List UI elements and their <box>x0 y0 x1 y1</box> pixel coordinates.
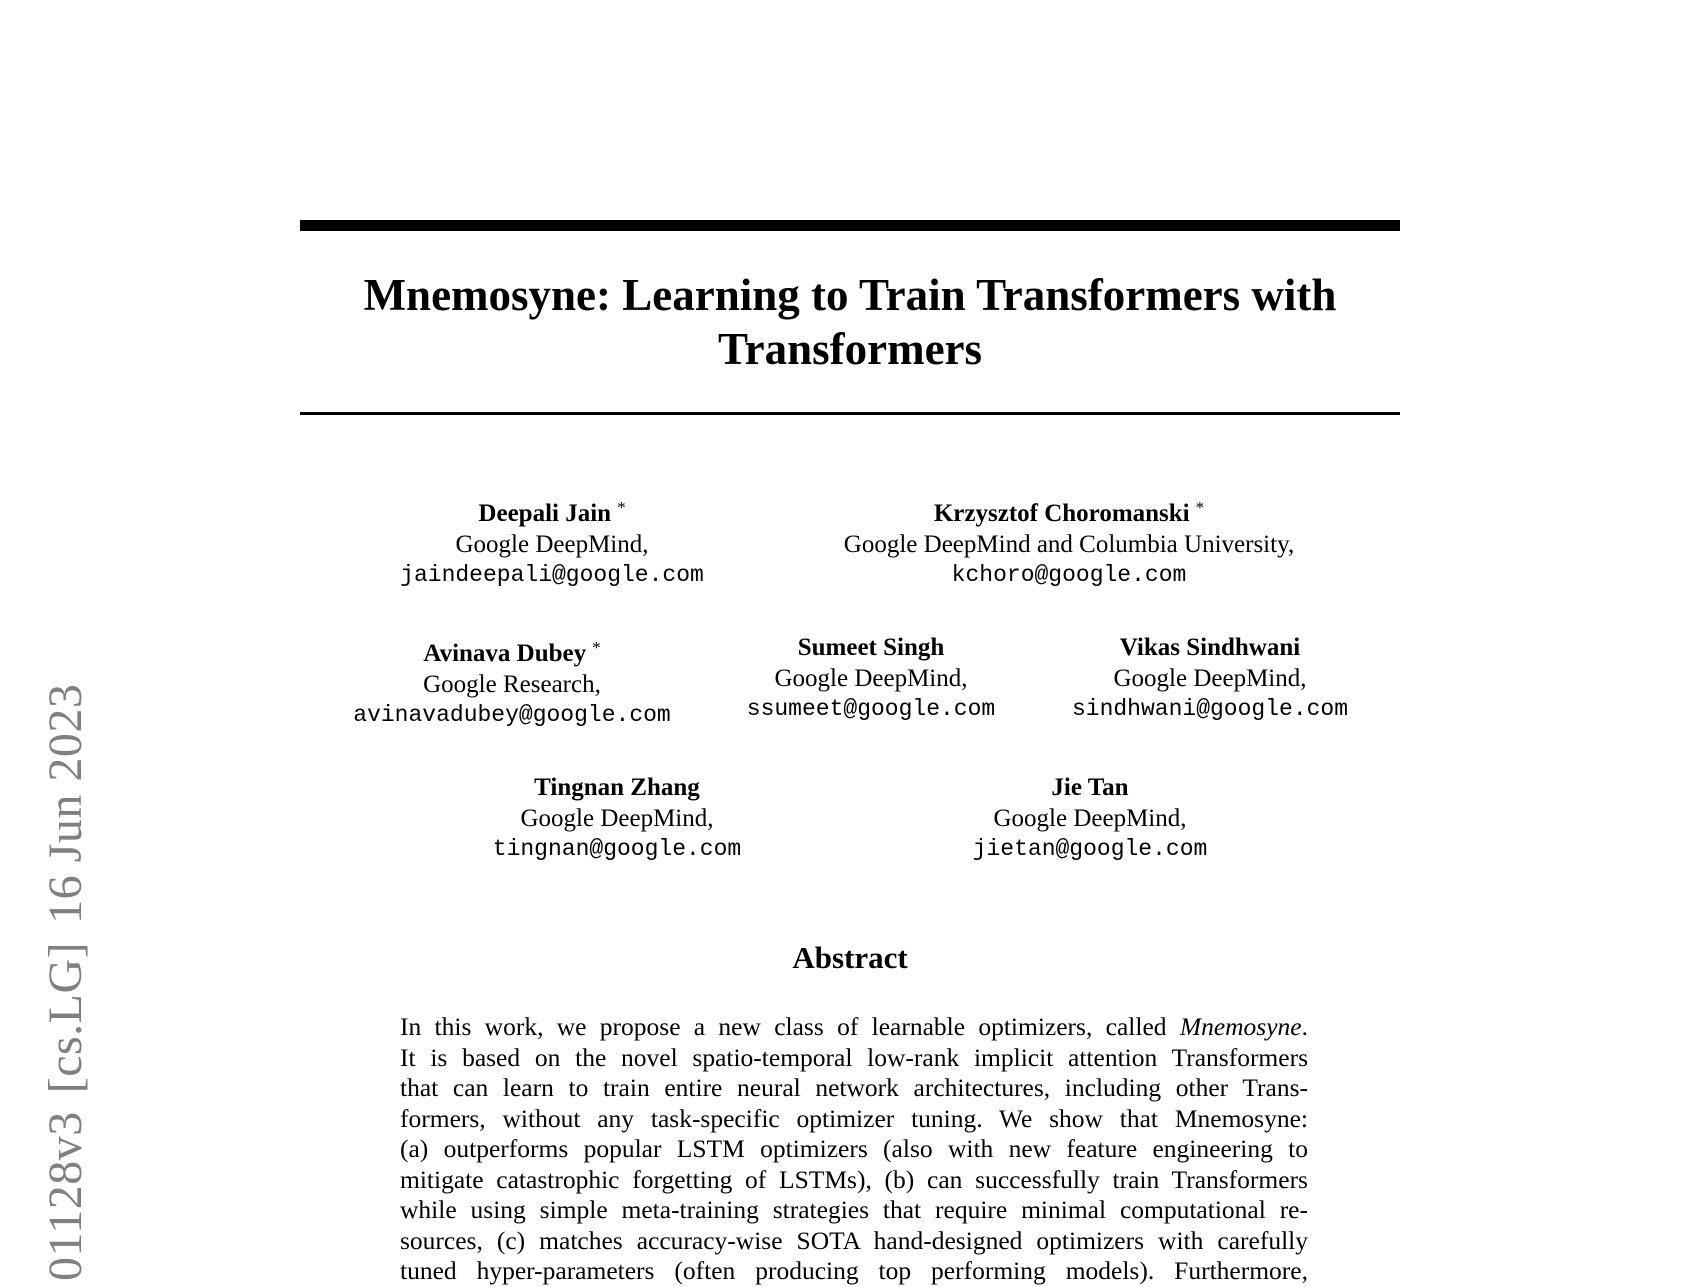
equal-contribution-mark: * <box>1195 498 1205 517</box>
author-block <box>747 632 995 725</box>
abstract-line: (a) outperforms popular LSTM optimizers (also with new feature engineering to <box>400 1134 1308 1163</box>
paper-title <box>300 268 1400 376</box>
abstract-heading: Abstract <box>792 940 908 975</box>
author-affiliation: Google DeepMind and Columbia University, <box>843 531 1295 558</box>
optimizer-name-emphasis: Mnemosyne <box>1179 1012 1302 1041</box>
author-affiliation: Google Research, <box>423 671 601 698</box>
author-name: Tingnan Zhang <box>534 774 700 801</box>
equal-contribution-mark: * <box>592 638 601 657</box>
author-name: Deepali Jain * <box>478 498 626 527</box>
author-affiliation: Google DeepMind, <box>520 805 714 832</box>
arxiv-id: 01128v3 <box>39 1111 92 1281</box>
author-block <box>400 492 704 591</box>
abstract-line: It is based on the novel spatio-temporal low-rank implicit attention Transformers <box>400 1042 1308 1072</box>
author-block <box>353 632 670 731</box>
abstract-line: while using simple meta-training strategies that require minimal computational re- <box>400 1195 1308 1224</box>
abstract-line: In this work, we propose a new class of learnable optimizers, called Mnemosyne. <box>400 1012 1308 1041</box>
author-name: Avinava Dubey * <box>423 638 601 667</box>
author-affiliation: Google DeepMind, <box>774 665 968 692</box>
author-name: Vikas Sindhwani <box>1119 634 1301 661</box>
title-top-rule <box>300 220 1400 231</box>
title-bottom-rule <box>300 412 1400 415</box>
author-affiliation: Google DeepMind, <box>993 805 1187 832</box>
author-email[interactable]: jietan@google.com <box>972 836 1208 862</box>
author-block <box>493 772 741 865</box>
author-affiliation: Google DeepMind, <box>1113 665 1307 692</box>
author-block <box>1072 632 1348 725</box>
paper-title-line-2: Transformers <box>717 324 983 374</box>
abstract-line: mitigate catastrophic forgetting of LSTMs), (b) can successfully train Transformers <box>400 1164 1308 1194</box>
author-email[interactable]: avinavadubey@google.com <box>353 702 671 728</box>
author-name: Jie Tan <box>1051 774 1129 801</box>
abstract-line: that can learn to train entire neural network architectures, including other Trans- <box>400 1073 1308 1102</box>
author-block <box>844 492 1294 591</box>
abstract-body <box>400 1012 1308 1287</box>
paper-title-line-1: Mnemosyne: Learning to Train Transformers with <box>363 270 1337 320</box>
author-email[interactable]: kchoro@google.com <box>951 562 1187 588</box>
abstract-line: formers, without any task-specific optimizer tuning. We show that Mnemosyne: <box>400 1103 1308 1133</box>
abstract-line: tuned hyper-parameters (often producing top performing models). Furthermore, <box>400 1256 1308 1285</box>
author-email[interactable]: jaindeepali@google.com <box>400 562 704 588</box>
author-email[interactable]: tingnan@google.com <box>492 836 742 862</box>
author-name: Sumeet Singh <box>797 634 945 661</box>
author-affiliation: Google DeepMind, <box>455 531 649 558</box>
author-name: Krzysztof Choromanski * <box>933 498 1205 527</box>
author-block <box>973 772 1208 865</box>
abstract-line: sources, (c) matches accuracy-wise SOTA hand-designed optimizers with carefully <box>400 1225 1308 1255</box>
arxiv-stamp <box>39 666 92 1281</box>
arxiv-date: 16 Jun 2023 <box>39 683 92 924</box>
author-email[interactable]: ssumeet@google.com <box>746 696 996 722</box>
author-email[interactable]: sindhwani@google.com <box>1071 696 1349 722</box>
arxiv-category: [cs.LG] <box>39 941 92 1094</box>
equal-contribution-mark: * <box>617 498 626 517</box>
